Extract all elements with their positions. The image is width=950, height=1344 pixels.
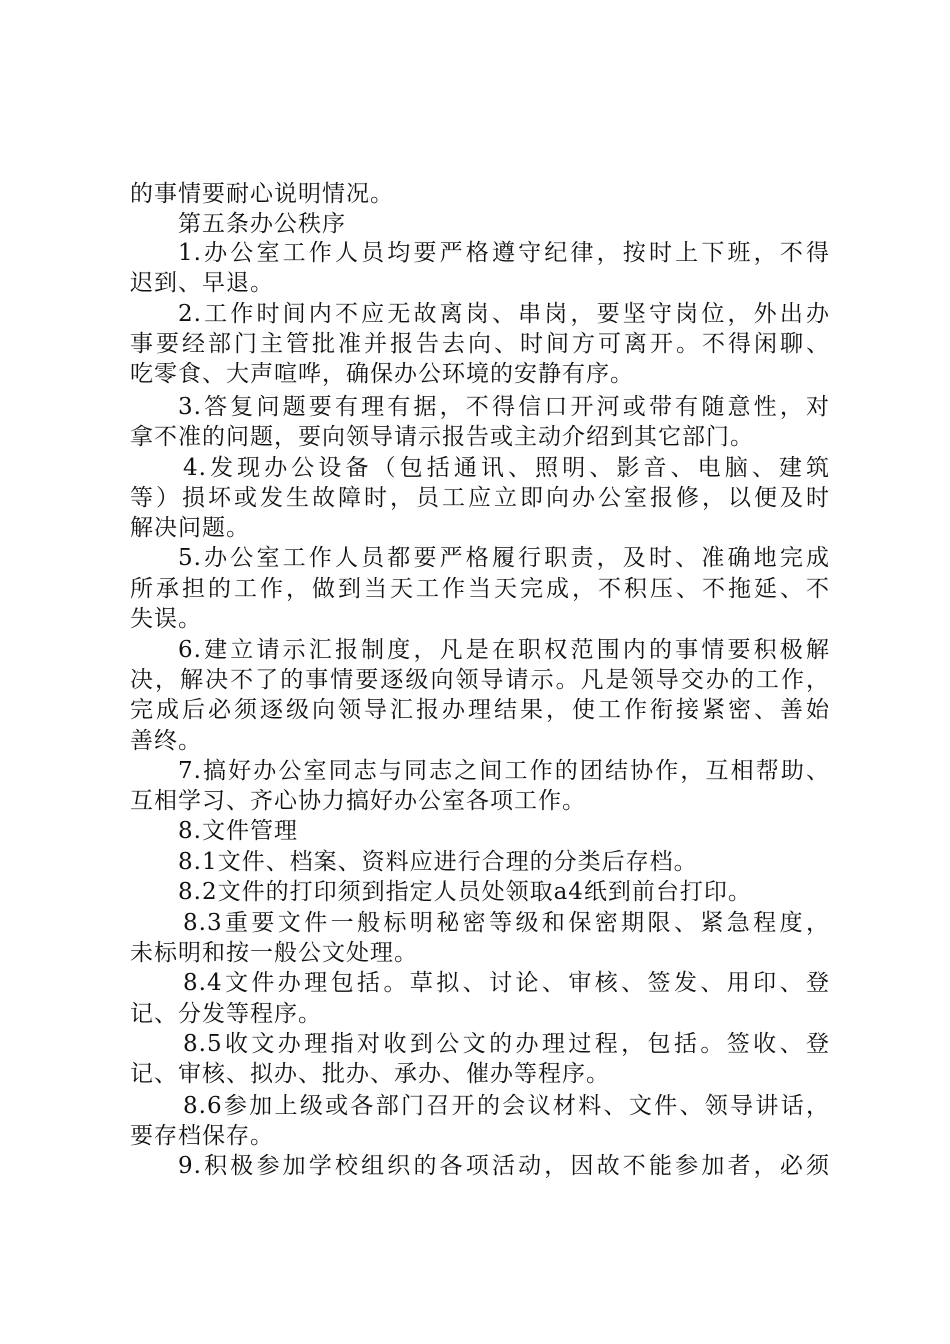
text-line: 的事情要耐心说明情况。 [130,181,394,207]
text-line: 善终。 [130,728,202,754]
text-line: 吃零食、大声喧哗，确保办公环境的安静有序。 [130,361,634,387]
subsection-heading: 8.文件管理 [178,818,298,844]
text-line: 要存档保存。 [130,1123,274,1149]
text-line: 5.办公室工作人员都要严格履行职责，及时、准确地完成 [178,545,830,571]
text-line: 8.2文件的打印须到指定人员处领取a4纸到前台打印。 [178,879,752,905]
text-line: 1.办公室工作人员均要严格遵守纪律，按时上下班，不得 [178,240,830,266]
text-line: 迟到、早退。 [130,270,274,296]
text-line: 决，解决不了的事情要逐级向领导请示。凡是领导交办的工作， [130,667,830,693]
text-line: 拿不准的问题，要向领导请示报告或主动介绍到其它部门。 [130,424,754,450]
text-line: 7.搞好办公室同志与同志之间工作的团结协作，互相帮助、 [178,758,830,784]
text-line: 完成后必须逐级向领导汇报办理结果，使工作衔接紧密、善始 [130,697,830,723]
text-line: 8.3重要文件一般标明秘密等级和保密期限、紧急程度， [183,910,830,936]
text-line: 未标明和按一般公文处理。 [130,940,418,966]
text-line: 6.建立请示汇报制度，凡是在职权范围内的事情要积极解 [178,637,830,663]
text-line: 8.4文件办理包括。草拟、讨论、审核、签发、用印、登 [183,970,830,996]
text-line: 4.发现办公设备（包括通讯、照明、影音、电脑、建筑 [183,455,830,481]
text-line: 3.答复问题要有理有据，不得信口开河或带有随意性，对 [178,394,830,420]
text-line: 8.6参加上级或各部门召开的会议材料、文件、领导讲话， [183,1093,830,1119]
text-line: 互相学习、齐心协力搞好办公室各项工作。 [130,788,586,814]
section-heading: 第五条办公秩序 [178,211,346,237]
text-line: 记、分发等程序。 [130,1001,322,1027]
text-line: 事要经部门主管批准并报告去向、时间方可离开。不得闲聊、 [130,331,830,357]
text-line: 8.1文件、档案、资料应进行合理的分类后存档。 [178,849,698,875]
text-line: 所承担的工作，做到当天工作当天完成，不积压、不拖延、不 [130,576,830,602]
text-line: 解决问题。 [130,515,250,541]
text-line: 等）损坏或发生故障时，员工应立即向办公室报修，以便及时 [130,485,830,511]
text-line: 记、审核、拟办、批办、承办、催办等程序。 [130,1061,610,1087]
text-line: 2.工作时间内不应无故离岗、串岗，要坚守岗位，外出办 [178,301,830,327]
text-line: 9.积极参加学校组织的各项活动，因故不能参加者，必须 [178,1153,830,1179]
text-line: 8.5收文办理指对收到公文的办理过程，包括。签收、登 [183,1031,830,1057]
text-line: 失误。 [130,606,202,632]
